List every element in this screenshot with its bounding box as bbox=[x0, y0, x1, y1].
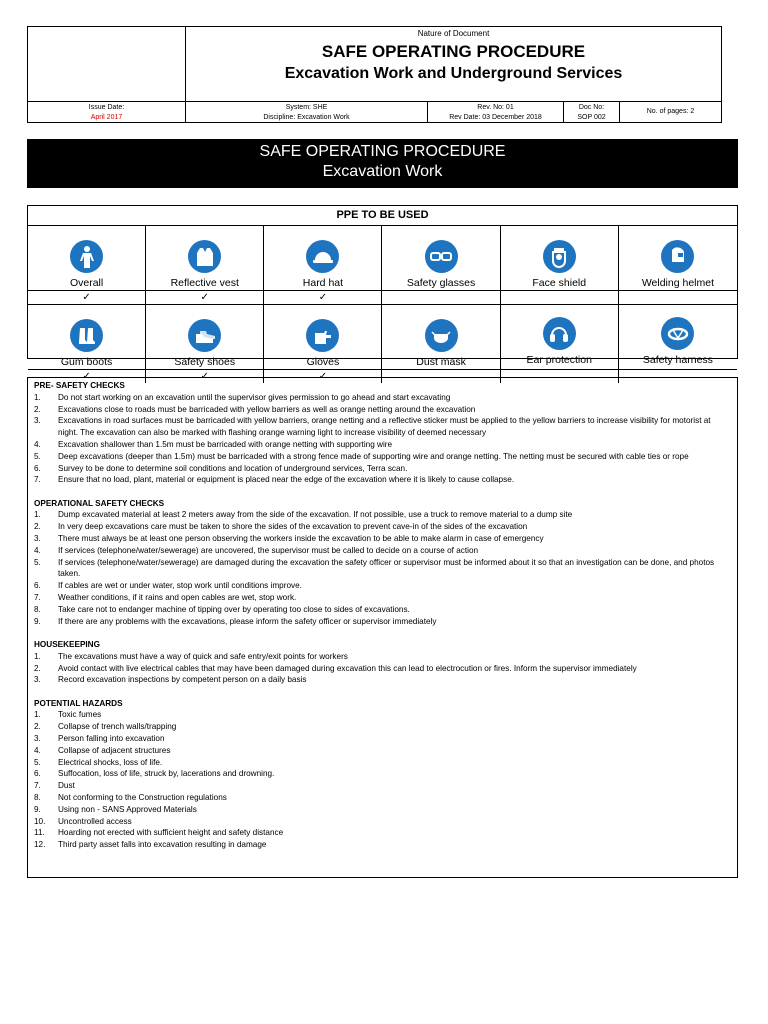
ppe-table bbox=[27, 205, 738, 382]
face-shield-icon bbox=[543, 240, 576, 273]
gloves-icon bbox=[306, 319, 339, 352]
ppe-cell-overall bbox=[28, 226, 146, 305]
list-item bbox=[34, 721, 731, 733]
issue-date-label: Issue Date: bbox=[88, 104, 125, 111]
section-heading-operational: OPERATIONAL SAFETY CHECKS bbox=[34, 498, 165, 508]
ppe-check: ✓ bbox=[146, 369, 263, 383]
item-number: 12. bbox=[34, 840, 46, 850]
item-number: 10. bbox=[34, 816, 46, 826]
item-number: 2. bbox=[34, 522, 41, 532]
ppe-cell-gloves bbox=[264, 305, 382, 383]
item-text: Not conforming to the Construction regulations bbox=[58, 793, 227, 802]
item-text: Collapse of adjacent structures bbox=[58, 745, 171, 755]
ppe-label: Welding helmet bbox=[641, 277, 714, 289]
ppe-check bbox=[382, 290, 499, 304]
item-number: 9. bbox=[34, 804, 41, 814]
item-text: Using non - SANS Approved Materials bbox=[58, 804, 197, 814]
ppe-cell-welding-helmet bbox=[619, 226, 737, 305]
ear-protection-icon bbox=[543, 317, 576, 350]
item-number: 3. bbox=[34, 416, 41, 426]
item-text: Hoarding not erected with sufficient height and safety distance bbox=[58, 828, 284, 838]
ppe-row-2 bbox=[28, 305, 737, 383]
list-item bbox=[34, 780, 731, 792]
item-number: 3. bbox=[34, 534, 41, 544]
item-text: Weather conditions, if it rains and open cables are wet, stop work. bbox=[58, 593, 297, 603]
dust-mask-icon bbox=[425, 319, 458, 352]
section-heading-hazards: POTENTIAL HAZARDS bbox=[34, 698, 123, 708]
list-item bbox=[34, 745, 731, 757]
item-text: Dump excavated material at least 2 meters away from the side of the excavation. If not possible, use a truck to remove material to a dump site bbox=[58, 510, 573, 520]
banner-line-1: SAFE OPERATING PROCEDURE bbox=[259, 143, 506, 160]
list-item bbox=[34, 757, 731, 769]
list-item bbox=[34, 674, 731, 686]
list-item bbox=[34, 768, 731, 780]
list-item bbox=[34, 580, 731, 592]
list-item bbox=[34, 839, 731, 851]
item-text: If services (telephone/water/sewerage) are uncovered, the supervisor must be called to decide on a course of action bbox=[58, 545, 479, 555]
list-item bbox=[34, 816, 731, 828]
item-number: 7. bbox=[34, 475, 41, 485]
item-text: Toxic fumes bbox=[58, 710, 102, 720]
list-item bbox=[34, 521, 731, 533]
doc-no-value: SOP 002 bbox=[577, 114, 606, 121]
item-number: 7. bbox=[34, 781, 41, 791]
banner-line-2: Excavation Work bbox=[322, 163, 443, 180]
list-item bbox=[34, 663, 731, 675]
list-item bbox=[34, 792, 731, 804]
list-item bbox=[34, 463, 731, 475]
ppe-row-1 bbox=[28, 226, 737, 305]
welding-helmet-icon bbox=[661, 240, 694, 273]
item-text: Survey to be done to determine soil conditions and location of underground services, Terra scan. bbox=[58, 463, 408, 473]
item-text: If there are any problems with the excavations, please inform the safety officer or supervisor immediately bbox=[58, 616, 437, 626]
ppe-cell-reflective-vest bbox=[146, 226, 264, 305]
ppe-title: PPE TO BE USED bbox=[28, 206, 737, 226]
title-banner bbox=[27, 139, 738, 188]
document-header bbox=[27, 26, 722, 123]
item-number: 4. bbox=[34, 545, 41, 555]
item-text: There must always be at least one person observing the workers inside the excavation to be able to make alarm in case of emergency bbox=[58, 534, 544, 544]
item-text: The excavations must have a way of quick and safe entry/exit points for workers bbox=[58, 651, 348, 661]
ppe-cell-face-shield bbox=[501, 226, 619, 305]
ppe-cell-safety-glasses bbox=[382, 226, 500, 305]
list-item bbox=[34, 533, 731, 545]
item-number: 3. bbox=[34, 675, 41, 685]
item-number: 5. bbox=[34, 451, 41, 461]
item-text: Deep excavations (deeper than 1.5m) must be barricaded with a strong fence made of supporting wire and orange netting. The netting must be secured with cable ties or rope bbox=[58, 451, 689, 461]
procedure-box bbox=[27, 377, 738, 878]
gum-boots-icon bbox=[70, 319, 103, 352]
ppe-cell-hard-hat bbox=[264, 226, 382, 305]
item-text: Dust bbox=[58, 781, 75, 791]
ppe-check: ✓ bbox=[264, 369, 381, 383]
ppe-cell-dust-mask bbox=[382, 305, 500, 383]
doc-no-cell bbox=[564, 102, 620, 123]
item-number: 2. bbox=[34, 663, 41, 673]
item-text: Ensure that no load, plant, material or equipment is placed near the edge of the excavation where it is likely to cause collapse. bbox=[58, 475, 515, 485]
item-number: 7. bbox=[34, 593, 41, 603]
item-number: 2. bbox=[34, 722, 41, 732]
list-item bbox=[34, 604, 731, 616]
item-text: Record excavation inspections by competent person on a daily basis bbox=[58, 675, 307, 685]
discipline-label: Discipline: Excavation Work bbox=[263, 114, 350, 121]
header-title-block bbox=[186, 27, 721, 101]
item-number: 1. bbox=[34, 651, 41, 661]
item-text: If cables are wet or under water, stop work until conditions improve. bbox=[58, 581, 302, 591]
item-number: 8. bbox=[34, 793, 41, 802]
list-item bbox=[34, 733, 731, 745]
safety-shoes-icon bbox=[188, 319, 221, 352]
item-number: 4. bbox=[34, 745, 41, 755]
item-text: Take care not to endanger machine of tipping over by operating too close to sides of excavations. bbox=[58, 604, 410, 614]
ppe-label: Face shield bbox=[532, 277, 587, 289]
item-number: 3. bbox=[34, 734, 41, 744]
hard-hat-icon bbox=[306, 240, 339, 273]
list-item bbox=[34, 557, 731, 581]
item-number: 6. bbox=[34, 769, 41, 779]
issue-date-value: April 2017 bbox=[90, 114, 123, 121]
item-number: 5. bbox=[34, 757, 41, 767]
item-number: 1. bbox=[34, 710, 41, 720]
ppe-cell-safety-shoes bbox=[146, 305, 264, 383]
ppe-label: Safety shoes bbox=[174, 356, 236, 368]
list-item bbox=[34, 592, 731, 604]
item-number: 6. bbox=[34, 463, 41, 473]
no-of-pages: No. of pages: 2 bbox=[646, 108, 695, 115]
list-item bbox=[34, 474, 731, 486]
section-heading-pre-safety: PRE- SAFETY CHECKS bbox=[34, 381, 125, 390]
list-item bbox=[34, 545, 731, 557]
list-item bbox=[34, 709, 731, 721]
item-number: 2. bbox=[34, 404, 41, 414]
item-text: Excavation shallower than 1.5m must be barricaded with orange netting with supporting wire bbox=[58, 439, 393, 449]
ppe-check bbox=[619, 290, 737, 304]
ppe-label: Ear protection bbox=[526, 354, 592, 366]
list-item bbox=[34, 392, 731, 404]
overall-icon bbox=[70, 240, 103, 273]
system-cell bbox=[186, 102, 428, 123]
item-text: Excavations in road surfaces must be barricaded with yellow barriers, orange netting and a reflective sticker must be applied to the yellow barriers to increase visibility for motorist at night. The excavation can also be marked with flashing orange warning light to increase visibility of deemed necessary bbox=[58, 416, 711, 438]
logo-placeholder bbox=[28, 27, 186, 101]
revision-cell bbox=[428, 102, 564, 123]
rev-date: Rev Date: 03 December 2018 bbox=[449, 114, 542, 121]
ppe-label: Hard hat bbox=[302, 277, 344, 289]
reflective-vest-icon bbox=[188, 240, 221, 273]
item-text: Uncontrolled access bbox=[58, 816, 132, 826]
item-text: Person falling into excavation bbox=[58, 734, 165, 744]
ppe-cell-safety-harness bbox=[619, 305, 737, 383]
rev-no: Rev. No: 01 bbox=[477, 104, 514, 111]
item-text: Excavations close to roads must be barricaded with yellow barriers as well as orange netting around the excavation bbox=[58, 404, 476, 414]
item-text: If services (telephone/water/sewerage) are damaged during the excavation the safety officer or supervisor must be informed about it so that an investigation can be done, and photos taken. bbox=[58, 557, 715, 579]
nature-of-document-label: Nature of Document bbox=[417, 29, 490, 38]
item-number: 1. bbox=[34, 392, 41, 402]
ppe-label: Gum boots bbox=[60, 356, 113, 368]
ppe-check: ✓ bbox=[264, 290, 381, 304]
ppe-check: ✓ bbox=[28, 290, 145, 304]
doc-no-label: Doc No: bbox=[578, 104, 605, 111]
system-label: System: SHE bbox=[285, 104, 328, 111]
list-item bbox=[34, 415, 731, 439]
document-subtitle: Excavation Work and Underground Services bbox=[284, 65, 623, 82]
item-number: 11. bbox=[34, 828, 45, 838]
ppe-cell-ear-protection bbox=[501, 305, 619, 383]
item-number: 6. bbox=[34, 581, 41, 591]
item-text: Avoid contact with live electrical cables that may have been damaged during excavation this can lead to electrocution or fires. Inform the supervisor immediately bbox=[58, 663, 637, 673]
safety-glasses-icon bbox=[425, 240, 458, 273]
ppe-label: Dust mask bbox=[416, 356, 466, 368]
ppe-label: Reflective vest bbox=[170, 277, 239, 289]
document-title: SAFE OPERATING PROCEDURE bbox=[321, 42, 586, 61]
item-number: 4. bbox=[34, 439, 41, 449]
ppe-label: Safety glasses bbox=[406, 277, 476, 289]
ppe-label: Safety harness bbox=[642, 354, 713, 366]
issue-date-cell bbox=[28, 102, 186, 123]
pages-cell bbox=[620, 102, 721, 123]
ppe-check bbox=[501, 290, 618, 304]
item-text: Third party asset falls into excavation resulting in damage bbox=[58, 840, 267, 850]
item-text: Do not start working on an excavation until the supervisor gives permission to go ahead and start excavating bbox=[58, 392, 451, 402]
item-text: Electrical shocks, loss of life. bbox=[58, 757, 163, 767]
item-number: 9. bbox=[34, 616, 41, 626]
item-number: 5. bbox=[34, 557, 41, 567]
list-item bbox=[34, 616, 731, 628]
list-item bbox=[34, 651, 731, 663]
item-text: Collapse of trench walls/trapping bbox=[58, 722, 177, 732]
ppe-cell-gum-boots bbox=[28, 305, 146, 383]
ppe-check: ✓ bbox=[146, 290, 263, 304]
list-item bbox=[34, 509, 731, 521]
list-item bbox=[34, 451, 731, 463]
document-meta-row bbox=[28, 101, 721, 123]
section-heading-housekeeping: HOUSEKEEPING bbox=[34, 639, 100, 649]
list-item bbox=[34, 827, 731, 839]
item-text: Suffocation, loss of life, struck by, lacerations and drowning. bbox=[58, 769, 275, 779]
item-text: In very deep excavations care must be taken to shore the sides of the excavation to prevent cave-in of the sides of the excavation bbox=[58, 522, 528, 532]
safety-harness-icon bbox=[661, 317, 694, 350]
list-item bbox=[34, 439, 731, 451]
ppe-label: Overall bbox=[69, 277, 104, 289]
list-item bbox=[34, 404, 731, 416]
ppe-label: Gloves bbox=[306, 356, 340, 368]
list-item bbox=[34, 804, 731, 816]
item-number: 1. bbox=[34, 510, 41, 520]
ppe-check: ✓ bbox=[28, 369, 145, 383]
item-number: 8. bbox=[34, 604, 41, 614]
